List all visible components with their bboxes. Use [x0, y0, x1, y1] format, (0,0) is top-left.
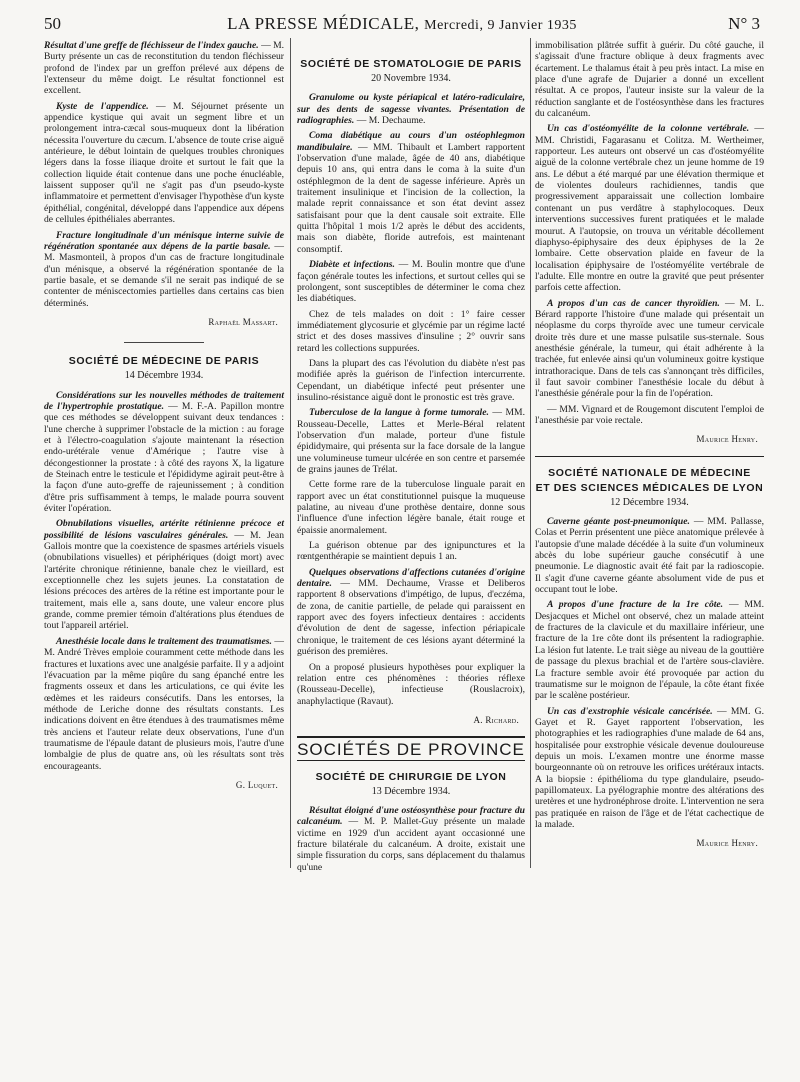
issue-number: N° 3: [728, 14, 760, 33]
article-title: Coma diabétique au cours d'un ostéophlegmon mandibulaire.: [297, 130, 525, 153]
article-title: A propos d'un cas de cancer thyroïdien.: [547, 297, 720, 309]
article-title: Kyste de l'appendice.: [56, 100, 149, 112]
journal-title: [44, 14, 760, 34]
article-title: Résultat éloigné d'une ostéosynthèse pour fracture du calcanéum.: [297, 804, 525, 828]
article-text: — MM. Pallasse, Colas et Perrin présentent une pièce anatomique prélevée à l'autopsie d'une malade décédée à la suite d'un volumineux abcès du lobe supérieur gauche consécutif à une pneumonie. Le diagnostic avait été fait par la radioscopie. Il s'agit d'une caverne géante absolument vide de pus et occupant tout le lobe.: [535, 516, 764, 596]
paragraph: [44, 518, 284, 631]
paragraph: — MM. Vignard et de Rougemont discutent l'emploi de l'anesthésie par voie rectale.: [535, 403, 764, 426]
article-title: Obnubilations visuelles, artérite rétinienne précoce et possibilité de lésions vasculaires générales.: [44, 518, 284, 541]
article-title: Un cas d'ostéomyélite de la colonne vertébrale.: [547, 123, 750, 135]
section-date: 13 Décembre 1934.: [371, 785, 451, 797]
article-title: Diabète et infections.: [309, 259, 395, 271]
section-date: 20 Novembre 1934.: [371, 73, 451, 84]
article-text: — MM. Christidi, Fagarasanu et Colitza. M. Wertheimer, rapporteur. Les auteurs ont observé un cas d'ostéomyélite aiguë de la colonne vertébrale chez un jeune homme de 19 ans. Le début a été marqué par une élévation thermique et de violentes douleurs rachidiennes, tandis que progressivement apparaissait une collection lombaire contenant un pus verdâtre à staphylocoques. Deux interventions successives furent pratiquées et le malade mourut. A l'autopsie, on trouva un véritable décollement diaphyso-épiphysaire des deux épiphyses de la 2e lombaire. Cette observation plaide en faveur de la localisation épiphysaire de l'ostéomyélite vertébrale de l'adulte. Elle montre en outre la gravité que peut présenter parfois cette affection.: [535, 123, 764, 294]
paragraph: [44, 636, 284, 772]
major-section-title: SOCIÉTÉS DE PROVINCE: [297, 740, 525, 760]
paragraph: [44, 390, 284, 515]
paragraph: [535, 599, 764, 701]
article-text: — M. P. Mallet-Guy présente un malade victime en 1929 d'un accident ayant occasionné une fracture bilatérale du calcanéum. A droite, existait une simple fissuration du corps, sans déplacement du thalamus qu'une: [297, 816, 525, 873]
article-text: — M. Séjournet présente un appendice kystique qui avait un segment libre et un prolongement intra-cæcal sous-muqueux dont la libération nécessita l'ouverture du cæcum. L'absence de toute crise aiguë antérieure, le début lointain de quelques troubles chroniques légers dans la fosse iliaque droite et surtout le fait que la collection liquide était contenue dans une poche énucléable, laissent supposer qu'il ne s'agit pas d'un pseudo-kyste inflammatoire et permettent d'envisager l'hypothèse d'un kyste épithélial, congénital, développé dans l'appendice aux dépens de cellules épithéliales aberrantes.: [44, 100, 285, 226]
author-signature: Maurice Henry.: [696, 434, 758, 445]
paragraph: [535, 123, 764, 293]
column-divider: [530, 38, 531, 868]
page-header: [44, 12, 760, 34]
separator: [297, 760, 525, 761]
author-signature: A. Richard.: [473, 714, 519, 725]
article-text: — MM. Desjacques et Michel ont observé, chez un malade atteint de fractures de la clavicule et du maxillaire inférieur, une fracture de la 1re côte dont ils présentent la radiographie. La lésion fut latente. Le trait siège au niveau de la gouttière de passage du plexus brachial et de l'artère sous-clavière. La fracture semble avoir été provoquée par action du traumatisme sur le moignon de l'épaule, la côte étant fixée par le scalène postérieur.: [535, 599, 764, 702]
paragraph: [297, 130, 525, 255]
paragraph: Dans la plupart des cas l'évolution du diabète n'est pas modifiée après la guérison de l'infection intercurrente. Cependant, un diabétique infecté peut présenter une insulino-résistance aiguë dont le pronostic est très grave.: [297, 357, 525, 403]
section-title: SOCIÉTÉ DE STOMATOLOGIE DE PARIS: [300, 58, 522, 70]
article-text: — MM. Thibault et Lambert rapportent l'observation d'une malade, âgée de 40 ans, diabétique depuis 10 ans, qui entra dans le coma à la suite d'un ostéphlegmon de la dent de sagesse inférieure. Après un traitement insulinique et l'incision de la collection, la malade reprit connaissance et son état devint assez satisfaisant pour que la dent causale soit extraite. Elle quitta l'hôpital 1 mois 1/2 après le début des accidents, mais son diabète, floride autrefois, est maintenant consomptif.: [297, 141, 525, 255]
article-text: — M. Burty présente un cas de reconstitution du tendon fléchisseur profond de l'index par un greffon prélevé aux dépens de l'extenseur du même doigt. Le résultat fonctionnel est excellent.: [44, 40, 285, 97]
separator: [124, 342, 204, 343]
separator: [535, 456, 764, 457]
paragraph: [44, 40, 284, 97]
article-title: Caverne géante post-pneumonique.: [547, 516, 690, 528]
paragraph: [297, 805, 525, 873]
paragraph: [535, 706, 764, 831]
section-date: 14 Décembre 1934.: [124, 370, 204, 382]
article-text: — M. Dechaume.: [354, 115, 426, 127]
article-title: Résultat d'une greffe de fléchisseur de l'index gauche.: [44, 40, 259, 51]
paragraph: [297, 92, 525, 126]
article-title: Anesthésie locale dans le traitement des traumatismes.: [56, 635, 272, 647]
article-title: Granulome ou kyste périapical et latéro-radiculaire, sur des dents de sagesse vivantes. Présentation de radiographies.: [297, 92, 525, 127]
author-signature: Raphaël Massart.: [208, 316, 278, 327]
article-text: — M. Masmonteil, à propos d'un cas de fracture longitudinale d'un ménisque, a observé la régénération spontanée de la partie basale, et se demande s'il ne serait pas indiqué de se contenter de méniscectomies partielles dans certains cas bien déterminés.: [44, 240, 285, 309]
article-text: — M. André Trèves emploie couramment cette méthode dans les fractures et luxations avec une analgésie parfaite. Il y a adjoint l'évacuation par la même piqûre du sang épanché entre les fragments osseux et dans les articulations, ce qui évite les œdèmes et les raideurs consécutifs. Dans les entorses, la méthode de Leriche donne des résultats constants. Les indications doivent en être étendues à des traumatismes même très anciens et l'auteur relate deux observations, l'une d'un traumatisme de l'épaule datant de plusieurs mois, l'autre d'une lombalgie de plus de quatre ans, où les résultats sont très encourageants.: [44, 635, 285, 772]
paragraph: [297, 407, 525, 475]
author-signature: G. Luquet.: [235, 779, 278, 790]
paragraph: [535, 298, 764, 400]
article-text: — M. Jean Gallois montre que la coexistence de spasmes artériels visuels (obnubilations visuelles) et périphériques (doigt mort) avec l'artérite chronique rétinienne, banale chez le vieillard, est exceptionnelle chez les sujets jeunes. La constatation de lésions précoces des artères de la rétine est importante pour le traitement, mais elle a, sans doute, une valeur encore plus grande, comme premier témoin d'altérations plus étendues de tout l'appareil artériel.: [44, 529, 284, 632]
column-1: [44, 40, 284, 791]
article-text: — M. F.-A. Papillon montre que ces méthodes se développent suivant deux tendances : l'une cherche à supprimer l'obstacle de la miction : au forage et à l'électro-coagulation s'ajoute maintenant la résection endo-urétérale venue d'Amérique ; l'autre vise à décongestionner la prostate : à côté des rayons X, la ligature de Steinach entre le testicule et l'épididyme agirait peut-être à la façon d'une auto-greffe de rajeunissement ; à condition d'être pris suffisamment à temps, le malade pourra souvent éviter l'opération.: [44, 400, 284, 515]
paragraph: On a proposé plusieurs hypothèses pour expliquer la relation entre ces phénomènes : théories réflexe (Rousseau-Decelle), infectieuse (Rouslacroix), anaphylactique (Ravaut).: [297, 661, 525, 707]
article-text: — M. L. Bérard rapporte l'histoire d'une malade qui présentait un néoplasme du corps thyroïde avec une tumeur cervicale droite très dure et une masse pulsatile sus-sternale. Sous anesthésie générale, la tumeur, qui était adhérente à la trachée, fut enlevée ainsi qu'un volumineux goitre kystique intrathoracique. Dans de tels cas s'annonçant très difficiles, il faut savoir combiner l'anesthésie locale du début à l'anesthésie générale pour la fin de l'opération.: [535, 297, 764, 400]
section-title: ET DES SCIENCES MÉDICALES DE LYON: [535, 481, 764, 494]
paragraph: La guérison obtenue par des ignipunctures et la rœntgenthérapie se maintient depuis 1 an.: [297, 540, 525, 563]
article-title: Tuberculose de la langue à forme tumorale.: [309, 407, 489, 419]
paragraph: immobilisation plâtrée suffit à guérir. Du côté gauche, il s'agissait d'une fracture oblique à deux fragments avec écartement. Le thalamus était à peu près intact. La mise en place d'une agrafe de Dujarier a donné un excellent résultat. A ce propos, l'auteur insiste sur la valeur de la réduction sanglante et de l'ostéosynthèse dans les fractures du calcanéum.: [535, 40, 764, 120]
article-title: Un cas d'exstrophie vésicale cancérisée.: [547, 705, 713, 717]
author-signature: Maurice Henry.: [696, 838, 758, 849]
page-number: 50: [44, 14, 61, 33]
section-title: SOCIÉTÉ NATIONALE DE MÉDECINE: [548, 466, 751, 479]
paragraph: [297, 259, 525, 304]
paragraph: [535, 516, 764, 595]
paragraph: Chez de tels malades on doit : 1° faire cesser immédiatement glycosurie et glycémie par un régime lacté strict et des doses massives d'insuline ; 2° ouvrir sans retard les collections suppurées.: [297, 308, 525, 354]
paragraph: [297, 567, 525, 658]
article-title: Fracture longitudinale d'un ménisque interne suivie de régénération spontanée aux dépens de la partie basale.: [44, 229, 284, 252]
column-3: [535, 40, 764, 850]
column-divider: [290, 38, 291, 868]
article-title: A propos d'une fracture de la 1re côte.: [547, 599, 724, 611]
paragraph: [44, 230, 284, 309]
section-title: SOCIÉTÉ DE MÉDECINE DE PARIS: [68, 355, 260, 368]
issue-date: Mercredi, 9 Janvier 1935: [424, 18, 577, 33]
paragraph: Cette forme rare de la tuberculose linguale parait en rapport avec un état constitutionnel puisque la muqueuse palatine, au niveau d'une prothèse dentaire, donne sous l'influence d'une infection légère banale, était rouge et épaissie anormalement.: [297, 479, 525, 536]
article-title: Considérations sur les nouvelles méthodes de traitement de l'hypertrophie prostatique.: [44, 389, 284, 412]
article-text: — M. Boulin montre que d'une façon générale toutes les infections, et surtout celles qui se prolongent, sont susceptibles de déterminer le coma chez les diabétiques.: [297, 259, 525, 305]
article-title: Quelques observations d'affections cutanées d'origine dentaire.: [297, 566, 525, 590]
section-date: 12 Décembre 1934.: [610, 496, 689, 508]
paragraph: [44, 101, 284, 226]
article-text: — MM. Dechaume, Vrasse et Deliberos rapportent 8 observations d'impétigo, de lupus, d'eczéma, de zona, de canitie partielle, de pelade qui paraissent en rapport avec des foyers infectieux dentaires : accidents d'évolution de dent de sagesse, infection périapicale chronique, le traitement de ces lésions ayant déterminé la guérison des premières.: [297, 578, 525, 658]
section-title: SOCIÉTÉ DE CHIRURGIE DE LYON: [315, 770, 507, 783]
journal-name: LA PRESSE MÉDICALE,: [227, 14, 420, 33]
column-2: [297, 40, 525, 877]
article-text: — MM. Rousseau-Decelle, Lattes et Merle-Béral relatent l'observation d'un malade, porteur d'une fistule épididymaire, qui présenta sur la face dorsale de la langue une volumineuse tumeur ulcérée en son centre et parsemée de grains jaunes de Trélat.: [297, 407, 525, 475]
article-text: — MM. G. Gayet et R. Gayet rapportent l'observation, les photographies et les radiographies d'une malade de 64 ans, hospitalisée pour exstrophie vésicale devenue douloureuse depuis un mois. L'examen montre une énorme masse bourgeonnante où on retrouve les orifices urétéraux intacts. A la biopsie : épithélioma du type glandulaire, pseudo-papillomateux. La pyélographie montre des altérations des uretères et une hydronéphrose droite. L'intervention ne sera pas pratiquée en raison de l'âge et de l'état cachectique de la malade.: [535, 705, 764, 830]
separator: [297, 736, 525, 738]
